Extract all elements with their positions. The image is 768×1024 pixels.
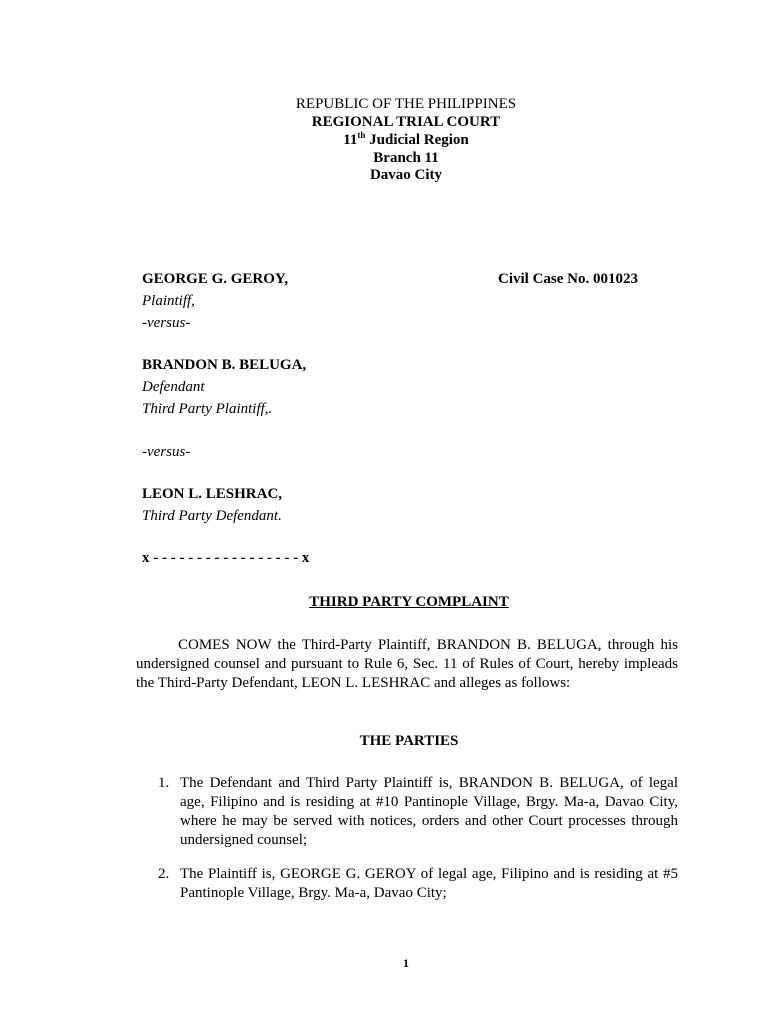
header-city: Davao City <box>369 167 443 183</box>
third-party-plaintiff-role: Third Party Plaintiff,. <box>142 401 273 417</box>
defendant-role: Defendant <box>142 379 205 395</box>
list-item-number: 2. <box>158 866 170 882</box>
versus-2: -versus- <box>142 444 191 460</box>
intro-paragraph: COMES NOW the Third-Party Plaintiff, BRANDON B. BELUGA, through his undersigned counsel and pursuant to Rule 6, Sec. 11 of Rules of Court, hereby impleads the Third-Party Defendant, LEON L. LESHRAC and alleges as follows: <box>136 637 678 691</box>
page-number: 1 <box>403 956 409 970</box>
header-region-number: 11 <box>343 132 358 148</box>
list-item-text: The Defendant and Third Party Plaintiff is, BRANDON B. BELUGA, of legal age, Filipino and is residing at #10 Pantinople Village, Brgy. Ma-a, Davao City, where he may be served with notices, orders and other Court processes through undersigned counsel; <box>180 775 678 848</box>
header-region-suffix: th <box>357 130 366 140</box>
third-party-defendant-name: LEON L. LESHRAC, <box>142 486 283 502</box>
header-region <box>0 131 768 149</box>
list-item <box>158 865 678 903</box>
header-branch: Branch 11 <box>373 150 439 166</box>
header-republic: REPUBLIC OF THE PHILIPPINES <box>295 96 517 112</box>
third-party-defendant-role: Third Party Defendant. <box>142 508 282 524</box>
defendant-name: BRANDON B. BELUGA, <box>142 357 307 373</box>
versus-1: -versus- <box>142 315 191 331</box>
list-item-number: 1. <box>158 775 170 791</box>
plaintiff-name: GEORGE G. GEROY, <box>142 271 289 287</box>
case-number: Civil Case No. 001023 <box>498 271 638 287</box>
document-title: THIRD PARTY COMPLAINT <box>309 594 509 610</box>
section-title: THE PARTIES <box>359 733 459 749</box>
header-region-text: Judicial Region <box>365 132 469 148</box>
list-item <box>158 774 678 850</box>
header-court: REGIONAL TRIAL COURT <box>311 114 501 130</box>
caption-separator: x - - - - - - - - - - - - - - - - - x <box>142 550 310 566</box>
list-item-text: The Plaintiff is, GEORGE G. GEROY of legal age, Filipino and is residing at #5 Pantinople Village, Brgy. Ma-a, Davao City; <box>180 866 678 901</box>
plaintiff-role: Plaintiff, <box>142 293 195 309</box>
